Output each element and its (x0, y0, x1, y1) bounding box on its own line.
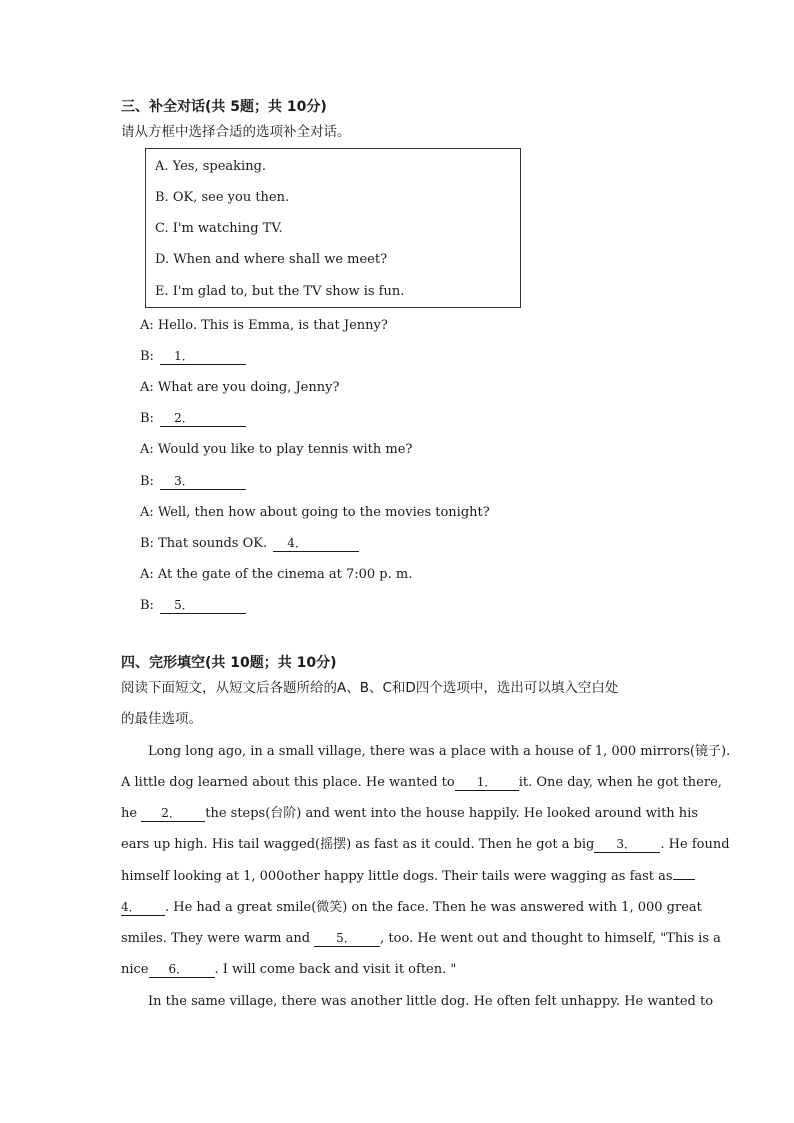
dialogue-line (140, 411, 246, 427)
section-4-title: 四、完形填空(共 10题；共 10分) (121, 655, 337, 671)
passage-text: , too. He went out and thought to himself, "This is a (380, 931, 721, 946)
blank-number: 5． (174, 598, 194, 612)
passage-text: . He found (660, 837, 730, 852)
section-4-instruction: 的最佳选项。 (121, 711, 202, 727)
dialogue-line: A: Well, then how about going to the movies tonight? (140, 505, 490, 520)
cloze-blank-1[interactable] (455, 775, 519, 791)
dialogue-text: B: That sounds OK. (140, 536, 268, 551)
blank-number: 2． (174, 411, 194, 425)
passage-line (121, 837, 730, 853)
cloze-blank-2[interactable] (141, 806, 205, 822)
passage-text: . I will come back and visit it often. " (214, 962, 457, 977)
blank-number: 2． (161, 806, 181, 820)
cloze-blank-4[interactable] (121, 900, 165, 916)
section-3-instruction: 请从方框中选择合适的选项补全对话。 (121, 124, 351, 140)
answer-blank-4[interactable] (273, 536, 359, 552)
option-a: A. Yes, speaking. (155, 159, 267, 174)
passage-line (121, 806, 698, 822)
dialogue-line: A: Would you like to play tennis with me? (140, 442, 413, 457)
blank-number: 3． (174, 474, 194, 488)
option-e: E. I'm glad to, but the TV show is fun. (155, 284, 405, 299)
passage-line (121, 962, 456, 978)
option-b: B. OK, see you then. (155, 190, 290, 205)
cloze-blank-5[interactable] (314, 931, 380, 947)
passage-text: nice (121, 962, 149, 977)
section-4-instruction: 阅读下面短文，从短文后各题所给的A、B、C和D四个选项中，选出可以填入空白处 (121, 680, 619, 696)
answer-blank-5[interactable] (160, 598, 246, 614)
passage-line: In the same village, there was another little dog. He often felt unhappy. He wanted to (148, 994, 714, 1009)
option-d: D. When and where shall we meet? (155, 252, 388, 267)
blank-number: 4． (287, 536, 307, 550)
blank-number: 5． (336, 931, 356, 945)
speaker-b: B: (140, 349, 154, 364)
dialogue-line (140, 474, 246, 490)
blank-number: 1． (174, 349, 194, 363)
passage-line: Long long ago, in a small village, there was a place with a house of 1, 000 mirrors(镜子). (148, 744, 731, 759)
cloze-blank-4-start[interactable] (673, 879, 695, 880)
passage-line (121, 931, 721, 947)
answer-blank-2[interactable] (160, 411, 246, 427)
dialogue-line: A: At the gate of the cinema at 7:00 p. m. (140, 567, 413, 582)
blank-number: 1． (476, 775, 497, 789)
passage-line (121, 775, 722, 791)
dialogue-line (140, 349, 246, 365)
blank-number: 3． (616, 837, 637, 851)
dialogue-line: A: Hello. This is Emma, is that Jenny? (140, 318, 388, 333)
blank-number: 6． (168, 962, 189, 976)
dialogue-line (140, 536, 359, 552)
speaker-b: B: (140, 411, 154, 426)
passage-text: it. One day, when he got there, (518, 775, 722, 790)
answer-blank-1[interactable] (160, 349, 246, 365)
blank-number: 4． (121, 900, 141, 914)
passage-line (121, 869, 695, 885)
passage-text: himself looking at 1, 000other happy little dogs. Their tails were wagging as fast as (121, 869, 673, 884)
dialogue-line: A: What are you doing, Jenny? (140, 380, 340, 395)
passage-line (121, 900, 702, 916)
passage-text: . He had a great smile(微笑) on the face. Then he was answered with 1, 000 great (165, 900, 702, 915)
passage-text: ears up high. His tail wagged(摇摆) as fast as it could. Then he got a big (121, 837, 595, 852)
passage-text: he (121, 806, 138, 821)
passage-text: the steps(台阶) and went into the house happily. He looked around with his (205, 806, 699, 821)
passage-text: smiles. They were warm and (121, 931, 311, 946)
dialogue-line (140, 598, 246, 614)
speaker-b: B: (140, 474, 154, 489)
option-c: C. I'm watching TV. (155, 221, 283, 236)
section-3-title: 三、补全对话(共 5题；共 10分) (121, 99, 327, 115)
speaker-b: B: (140, 598, 154, 613)
answer-blank-3[interactable] (160, 474, 246, 490)
cloze-blank-3[interactable] (594, 837, 660, 853)
cloze-blank-6[interactable] (149, 962, 215, 978)
passage-text: A little dog learned about this place. He wanted to (121, 775, 455, 790)
